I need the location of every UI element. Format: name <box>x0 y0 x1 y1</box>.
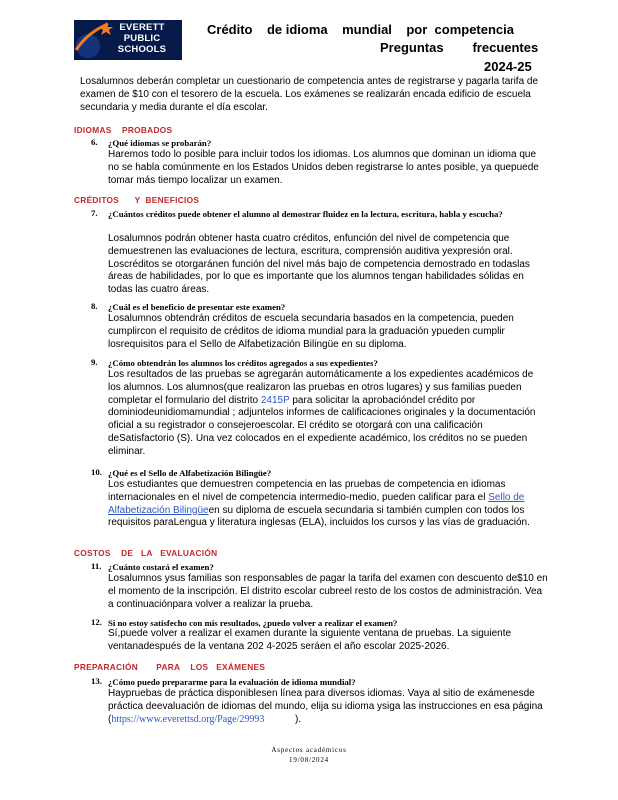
question-text: ¿Qué idiomas se probarán? <box>108 138 212 148</box>
answer-text-part: Los resultados de las pruebas se agregarán automáticamente a los expedientes académicos de los alumnos. Los alumnos(que realizaron las pruebas en otros lugares) y sus familias pueden completar el formulario del distrito <box>108 369 534 406</box>
question-text: ¿Cómo puedo prepararme para la evaluación de idioma mundial? <box>108 677 356 687</box>
question-text: ¿Cuál es el beneficio de presentar este examen? <box>108 302 286 312</box>
question-number: 8. <box>91 301 98 311</box>
title-year: 2024-25 <box>484 59 532 74</box>
question-number: 6. <box>91 137 98 147</box>
answer-text-part: en su diploma de escuela secundaria si también cumplen con todos los requisitos paraLengua y literatura inglesas (ELA), incluidos los cursos y las vías de graduación. <box>108 504 530 529</box>
title-line-1: Crédito de idioma mundial por competencia <box>207 22 514 37</box>
answer-text: Haremos todo lo posible para incluir todos los idiomas. Los alumnos que dominan un idioma que no se habla comúnmente en los Estados Unidos deben registrarse lo antes posible, ya quepuede tomar más tiempo localizar un examen. <box>108 149 539 186</box>
question-number: 7. <box>91 208 98 218</box>
answer-text-part: Haypruebas de práctica disponiblesen línea para diversos idiomas. Vaya al sitio de exámenesde práctica deevaluación de idiomas del mundo, elija su idioma ysiga las instrucciones en esa página ( <box>108 688 543 725</box>
section-heading-creditos: CRÉDITOS Y BENEFICIOS <box>74 195 200 205</box>
title-line-2: Preguntas frecuentes <box>380 40 539 55</box>
question-text: ¿Cuánto costará el examen? <box>108 562 214 572</box>
answer-text-part: para solicitar la aprobacióndel crédito por dominiodeunidiomamundial ; adjuntelos informes de calificaciones originales y la documentación oficial a su registrador o consejeroescolar. El crédito se otorgará con una calificación deSatisfactorio (S). Una vez colocados en el expediente académico, los créditos no se pueden eliminar. <box>108 394 536 457</box>
logo-line-3: SCHOOLS <box>117 44 167 55</box>
section-heading-preparacion: PREPARACIÓN PARA LOS EXÁMENES <box>74 662 266 672</box>
footer-department: Aspectos académicos <box>271 746 347 754</box>
question-number: 11. <box>91 561 102 571</box>
section-heading-idiomas: IDIOMAS PROBADOS <box>74 125 173 135</box>
answer-text <box>108 369 548 459</box>
answer-text: Losalumnos obtendrán créditos de escuela secundaria basados en la competencia, pueden cumplircon el requisito de créditos de idioma mundial para la graduación ypueden cumplir losrequisitos para el Sello de Alfabetización Bilingüe en su diploma. <box>108 313 514 350</box>
form-2415p-link[interactable]: 2415P <box>260 394 290 406</box>
answer-text <box>108 479 548 530</box>
answer-text: Sí,puede volver a realizar el examen durante la siguiente ventana de pruebas. La siguiente ventanadespués de la ventana 202 4-2025 seráen el año escolar 2025-2026. <box>108 628 512 652</box>
question-text: ¿Cómo obtendrán los alumnos los créditos agregados a sus expedientes? <box>108 358 378 368</box>
section-heading-costos: COSTOS DE LA EVALUACIÓN <box>74 548 218 558</box>
question-number: 10. <box>91 467 102 477</box>
question-number: 9. <box>91 357 98 367</box>
answer-text-part: Los estudiantes que demuestren competencia en las pruebas de competencia en idiomas internacionales en el nivel de competencia intermedio-medio, pueden calificar para el <box>108 479 506 503</box>
logo-line-2: PUBLIC <box>123 33 161 44</box>
question-number: 12. <box>91 617 102 627</box>
question-text: ¿Cuántos créditos puede obtener el alumno al demostrar fluidez en la lectura, escritura, habla y escucha? <box>108 209 503 219</box>
question-number: 13. <box>91 676 102 686</box>
seal-of-biliteracy-link[interactable]: Sello de Alfabetización Bilingüe <box>108 491 525 516</box>
answer-text: Losalumnos podrán obtener hasta cuatro créditos, enfunción del nivel de competencia que demuestrenen las evaluaciones de lectura, escritura, comprensión auditiva yexpresión oral. Loscréditos se otorgaránen función del nivel más bajo de competencia demostrado en todaslas áreas de habilidades, por lo que es importante que los alumnos tengan habilidades sólidas en todas las cuatro áreas. <box>108 233 530 296</box>
everett-public-schools-logo <box>74 20 182 60</box>
answer-text: Losalumnos ysus familias son responsables de pagar la tarifa del examen con descuento de$10 en el momento de la inscripción. El distrito escolar cubreel resto de los costos de administración. Vea a continuaciónpara volver a realizar la prueba. <box>108 573 548 610</box>
logo-text <box>104 22 180 55</box>
intro-paragraph: Losalumnos deberán completar un cuestionario de competencia antes de registrarse y pagarla tarifa de examen de $10 con el tesorero de la escuela. Los exámenes se realizarán encada edificio de escuela secundaria y media durante el día escolar. <box>80 76 539 113</box>
practice-page-link[interactable]: https://www.everettsd.org/Page/29993 <box>111 713 265 725</box>
answer-text-part: ). <box>264 713 302 725</box>
footer-date: 19/08/2024 <box>289 756 329 764</box>
logo-line-1: EVERETT <box>119 22 165 33</box>
answer-text <box>108 688 548 726</box>
question-text: ¿Qué es el Sello de Alfabetización Bilingüe? <box>108 468 272 478</box>
question-text: Si no estoy satisfecho con mis resultados, ¿puedo volver a realizar el examen? <box>108 618 398 628</box>
